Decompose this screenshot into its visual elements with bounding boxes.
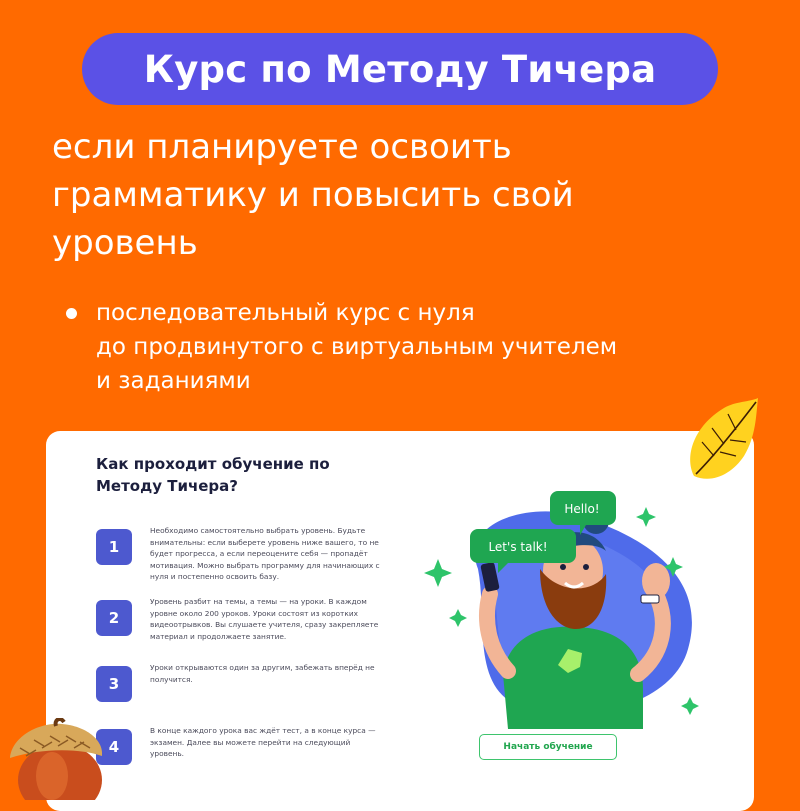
start-learning-label: Начать обучение: [503, 742, 593, 752]
step-number: 1: [96, 529, 132, 565]
talk-bubble-text: Let's talk!: [488, 540, 548, 554]
course-screenshot-card: [46, 431, 754, 811]
autumn-leaf-icon: [684, 396, 764, 486]
step-number: 3: [96, 666, 132, 702]
step-number: 2: [96, 600, 132, 636]
bullet-line: и заданиями: [96, 368, 251, 394]
bullet-line: последовательный курс с нуля: [96, 300, 475, 326]
course-title: Курс по Методу Тичера: [143, 47, 657, 91]
card-title: Как проходит обучение по Методу Тичера?: [96, 455, 330, 495]
step-item: [96, 663, 396, 706]
headline-line: уровень: [52, 223, 198, 263]
step-text: Необходимо самостоятельно выбрать уровень. Будьте внимательны: если выберете уровень ниже вашего, то не будет прогресса, а если переоцените себя — пропадёт мотивация. Можно выбрать программу для начинающих с нуля и постепенно освоить базу.: [150, 526, 380, 581]
acorn-icon: [0, 718, 110, 800]
step-item: [96, 597, 396, 641]
start-learning-button[interactable]: [479, 734, 617, 760]
step-text: В конце каждого урока вас ждёт тест, а в конце курса — экзамен. Далее вы можете перейти на следующий уровень.: [150, 726, 376, 758]
teacher-illustration: [418, 459, 718, 729]
step-text: Уроки открываются один за другим, забежать вперёд не получится.: [150, 663, 375, 684]
headline-line: если планируете освоить: [52, 127, 512, 167]
hello-bubble-text: Hello!: [564, 502, 600, 516]
step-text: Уровень разбит на темы, а темы — на уроки. В каждом уровне около 200 уроков. Уроки состоят из коротких видеоотрывков. Вы слушаете учителя, сразу закрепляете материал и продолжаете занятие.: [150, 597, 379, 641]
bullet-line: до продвинутого с виртуальным учителем: [96, 334, 618, 360]
course-title-banner: [82, 33, 718, 105]
step-number: 4: [96, 729, 132, 765]
headline: [52, 123, 752, 267]
bullet-dot: [66, 308, 77, 319]
step-item: [96, 726, 396, 769]
headline-line: грамматику и повысить свой: [52, 175, 574, 215]
step-item: [96, 526, 396, 581]
